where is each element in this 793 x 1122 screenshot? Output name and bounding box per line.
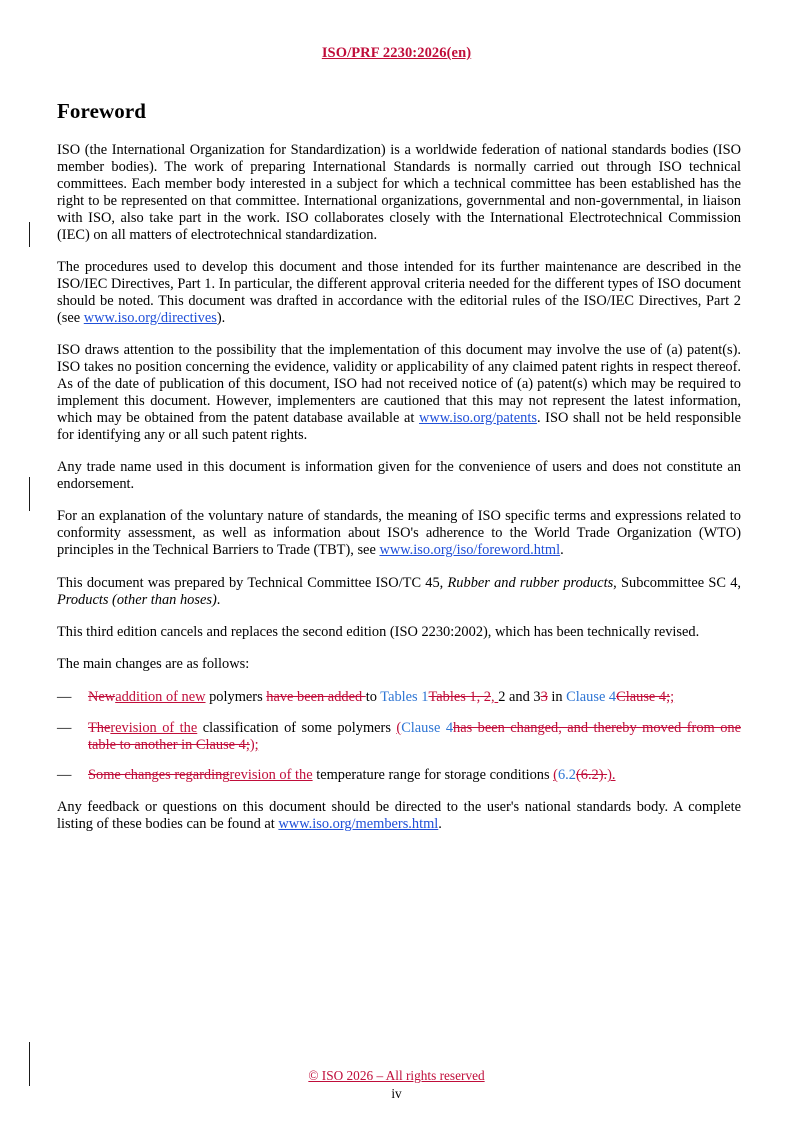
paragraph-patents	[57, 342, 741, 443]
document-running-header	[0, 44, 793, 62]
paragraph-committee-tail: .	[216, 591, 221, 608]
change-item-runs-0	[88, 689, 674, 705]
link-iso-directives[interactable]: www.iso.org/directives	[83, 309, 217, 326]
paragraph-feedback-text: Any feedback or questions on this document should be directed to the user's national standards body. A complete listing of these bodies can be found at	[57, 799, 741, 833]
change-run-del: Some changes regarding	[88, 767, 230, 784]
paragraph-committee-text: This document was prepared by Technical Committee ISO/TC 45,	[57, 574, 448, 591]
paragraph-trade-name: Any trade name used in this document is information given for the convenience of users and does not constitute an endorsement.	[57, 459, 741, 492]
change-run-xref[interactable]: Clause 4	[566, 688, 617, 705]
list-item	[57, 720, 741, 754]
change-run-plain: in	[547, 688, 567, 705]
paragraph-patents-tail: . ISO shall not be held responsible for identifying any or all such patent rights.	[57, 409, 742, 443]
change-run-ins: (	[553, 767, 558, 784]
change-run-del: The	[88, 719, 111, 736]
paragraph-committee-mid: , Subcommittee SC 4,	[613, 574, 741, 591]
change-run-plain: classification of some polymers	[197, 719, 397, 736]
paragraph-feedback-tail: .	[438, 816, 442, 833]
list-dash: —	[57, 767, 72, 784]
change-run-del: 3	[540, 688, 548, 705]
change-item-runs-1	[88, 720, 741, 753]
list-dash: —	[57, 688, 72, 705]
main-changes-list	[57, 689, 741, 785]
link-iso-patents[interactable]: www.iso.org/patents	[419, 409, 537, 426]
change-run-ins: revision of the	[229, 767, 313, 784]
copyright-notice: © ISO 2026 – All rights reserved	[308, 1068, 485, 1083]
change-run-del: has been changed, and thereby moved from one table to another in Clause 4;	[88, 719, 741, 753]
list-item	[57, 689, 741, 706]
change-run-xref[interactable]: Clause 4	[401, 719, 454, 736]
paragraph-committee	[57, 575, 741, 609]
paragraph-voluntary-text: For an explanation of the voluntary nature of standards, the meaning of ISO specific terms and expressions related to conformity assessment, as well as information about ISO's adherence to the World Trade Organization (WTO) principles in the Technical Barriers to Trade (TBT), see	[57, 508, 741, 559]
link-iso-foreword[interactable]: www.iso.org/iso/foreword.html	[379, 542, 561, 559]
paragraph-patents-text: ISO draws attention to the possibility that the implementation of this document may involve the use of (a) patent(s). ISO takes no position concerning the evidence, validity or applicability of any claimed patent rights in respect thereof. As of the date of publication of this document, ISO had not received notice of (a) patent(s) which may be required to implement this document. However, implementers are cautioned that this may not represent the latest information, which may be obtained from the patent database available at	[57, 342, 741, 426]
change-run-ins: ;	[670, 688, 675, 705]
change-bar	[29, 477, 30, 511]
paragraph-third-edition: This third edition cancels and replaces the second edition (ISO 2230:2002), which has been technically revised.	[57, 623, 700, 640]
change-run-plain: 2 and 3	[498, 688, 541, 705]
list-item	[57, 767, 741, 784]
change-bar	[29, 222, 30, 247]
change-run-plain: temperature range for storage conditions	[312, 767, 554, 784]
change-run-del: Clause 4;	[616, 688, 671, 705]
paragraph-voluntary-nature	[57, 508, 741, 559]
change-run-plain: polymers	[205, 688, 267, 705]
paragraph-feedback	[57, 799, 741, 833]
document-body	[57, 100, 741, 833]
change-run-plain: to	[365, 688, 381, 705]
change-run-ins: );	[249, 736, 259, 753]
paragraph-voluntary-tail: .	[560, 542, 564, 559]
page-number: iv	[391, 1086, 402, 1101]
change-run-ins: revision of the	[110, 719, 198, 736]
change-run-del: Tables 1, 2	[428, 688, 491, 705]
committee-title-1: Rubber and rubber products	[447, 574, 614, 591]
change-run-del: New	[88, 688, 116, 705]
list-dash: —	[57, 719, 72, 736]
paragraph-procedures-text: The procedures used to develop this document and those intended for its further maintenance are described in the ISO/IEC Directives, Part 1. In particular, the different approval criteria needed for the different types of ISO document should be noted. This document was drafted in accordance with the editorial rules of the ISO/IEC Directives, Part 2 (see	[57, 259, 741, 326]
change-run-xref[interactable]: Tables 1	[380, 688, 429, 705]
document-footer	[0, 1068, 793, 1102]
link-iso-members[interactable]: www.iso.org/members.html	[278, 816, 439, 833]
change-run-ins: ).	[607, 767, 616, 784]
paragraph-main-changes-intro: The main changes are as follows:	[57, 656, 250, 673]
change-run-del: have been added	[266, 688, 366, 705]
change-run-ins: ,	[491, 688, 499, 705]
page-title: Foreword	[57, 99, 147, 123]
paragraph-iso-intro: ISO (the International Organization for Standardization) is a worldwide federation of national standards bodies (ISO member bodies). The work of preparing International Standards is normally carried out through ISO technical committees. Each member body interested in a subject for which a technical committee has been established has the right to be represented on that committee. International organizations, governmental and non-governmental, in liaison with ISO, also take part in the work. ISO collaborates closely with the International Electrotechnical Commission (IEC) on all matters of electrotechnical standardization.	[57, 142, 741, 243]
committee-title-2: Products (other than hoses)	[57, 591, 217, 608]
change-run-ins: addition of new	[115, 688, 206, 705]
change-run-ins: (	[396, 719, 402, 736]
change-run-del: (6.2).	[575, 767, 608, 784]
paragraph-procedures-tail: ).	[216, 309, 226, 326]
running-head-text: ISO/PRF 2230:2026(en)	[321, 45, 472, 61]
paragraph-procedures	[57, 259, 741, 327]
change-item-runs-2	[88, 767, 616, 783]
change-run-xref[interactable]: 6.2	[557, 767, 576, 784]
